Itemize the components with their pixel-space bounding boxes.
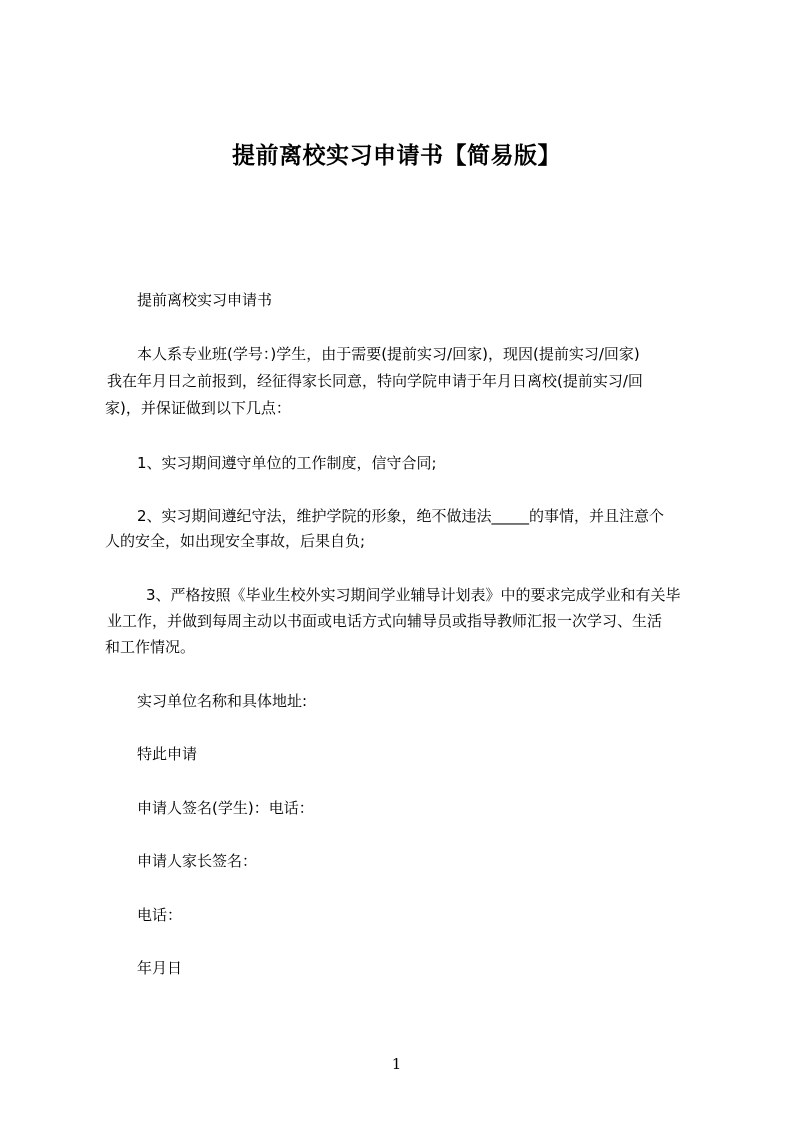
item-3-line-2: 业工作，并做到每周主动以书面或电话方式向辅导员或指导教师汇报一次学习、生活 <box>107 612 663 630</box>
letter-heading: 提前离校实习申请书 <box>137 291 273 309</box>
item-2-line-1: 2、实习期间遵纪守法，维护学院的形象，绝不做违法_____的事情，并且注意个 <box>137 507 665 525</box>
intro-line-1: 本人系专业班(学号：)学生，由于需要(提前实习/回家)，现因(提前实习/回家) <box>137 345 640 363</box>
item-3-line-3: 和工作情况。 <box>105 638 196 656</box>
closing-text: 特此申请 <box>137 745 198 763</box>
student-signature-line: 申请人签名(学生)：电话： <box>137 799 314 817</box>
phone-line: 电话： <box>137 906 183 924</box>
item-2-line-2: 人的安全，如出现安全事故，后果自负; <box>105 532 366 550</box>
document-title: 提前离校实习申请书【简易版】 <box>232 143 561 169</box>
item-1: 1、实习期间遵守单位的工作制度，信守合同; <box>137 454 437 472</box>
intro-line-3: 家)，并保证做到以下几点： <box>105 399 291 417</box>
internship-address-label: 实习单位名称和具体地址: <box>137 692 308 710</box>
intro-line-2: 我在年月日之前报到，经征得家长同意，特向学院申请于年月日离校(提前实习/回 <box>107 372 643 390</box>
date-line: 年月日 <box>137 959 183 977</box>
item-3-line-1: 3、严格按照《毕业生校外实习期间学业辅导计划表》中的要求完成学业和有关毕 <box>146 586 681 604</box>
parent-signature-line: 申请人家长签名： <box>137 852 258 870</box>
page-number: 1 <box>391 1055 402 1073</box>
